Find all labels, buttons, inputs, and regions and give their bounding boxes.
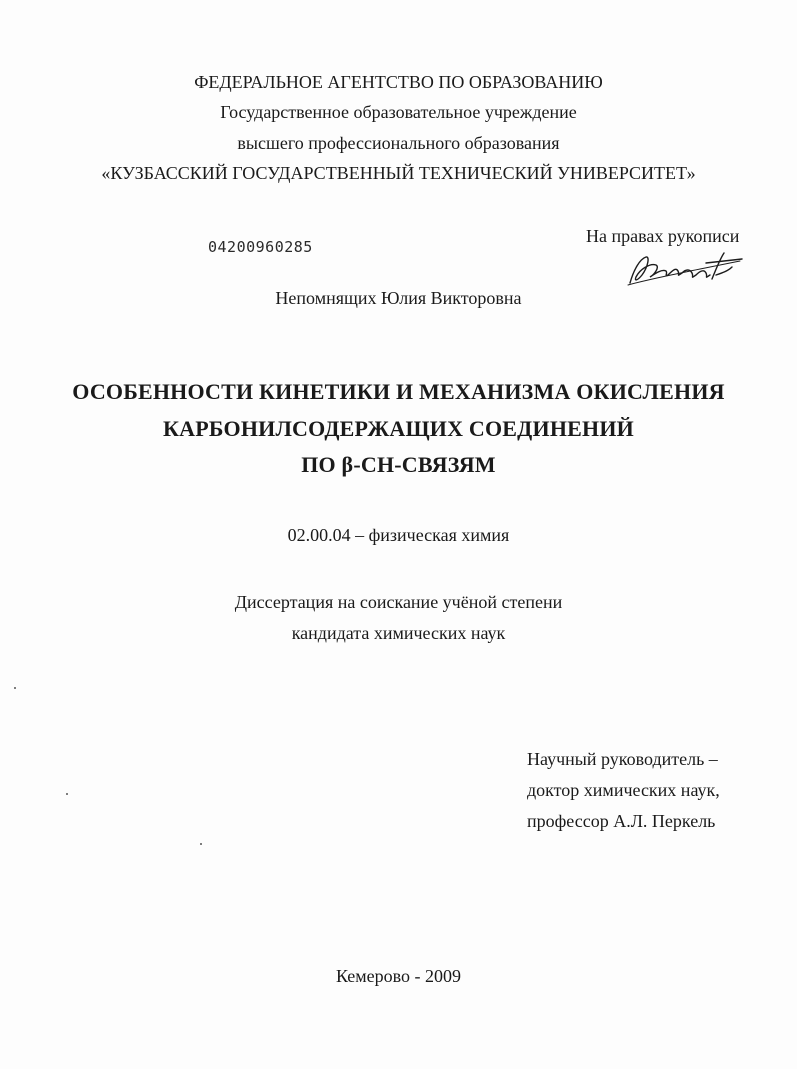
thesis-title-line-1: ОСОБЕННОСТИ КИНЕТИКИ И МЕХАНИЗМА ОКИСЛЕНИЯ — [72, 379, 725, 404]
university-name: «КУЗБАССКИЙ ГОСУДАРСТВЕННЫЙ ТЕХНИЧЕСКИЙ УНИВЕРСИТЕТ» — [101, 163, 696, 183]
scan-speck — [14, 687, 16, 689]
scan-speck — [200, 843, 202, 845]
institution-line-2: высшего профессионального образования — [237, 133, 560, 153]
agency-heading: ФЕДЕРАЛЬНОЕ АГЕНТСТВО ПО ОБРАЗОВАНИЮ — [194, 72, 603, 92]
signature-icon — [620, 249, 748, 289]
supervisor-block — [527, 744, 720, 837]
scan-speck — [66, 793, 68, 795]
thesis-title-line-2: КАРБОНИЛСОДЕРЖАЩИХ СОЕДИНЕНИЙ — [163, 416, 634, 441]
degree-line-1: Диссертация на соискание учёной степени — [234, 592, 563, 612]
degree-line-2: кандидата химических наук — [291, 623, 506, 643]
catalog-number: 04200960285 — [208, 238, 313, 256]
manuscript-rights-note: На правах рукописи — [586, 226, 740, 246]
author-name: Непомнящих Юлия Викторовна — [275, 288, 522, 308]
supervisor-line-2: доктор химических наук, — [527, 780, 720, 800]
specialty-code: 02.00.04 – физическая химия — [287, 525, 510, 545]
institution-line-1: Государственное образовательное учреждение — [220, 102, 577, 122]
place-year: Кемерово - 2009 — [335, 966, 462, 986]
supervisor-line-1: Научный руководитель – — [527, 749, 718, 769]
supervisor-line-3: профессор А.Л. Перкель — [527, 811, 716, 831]
thesis-title-line-3: ПО β-СН-СВЯЗЯМ — [301, 452, 496, 477]
